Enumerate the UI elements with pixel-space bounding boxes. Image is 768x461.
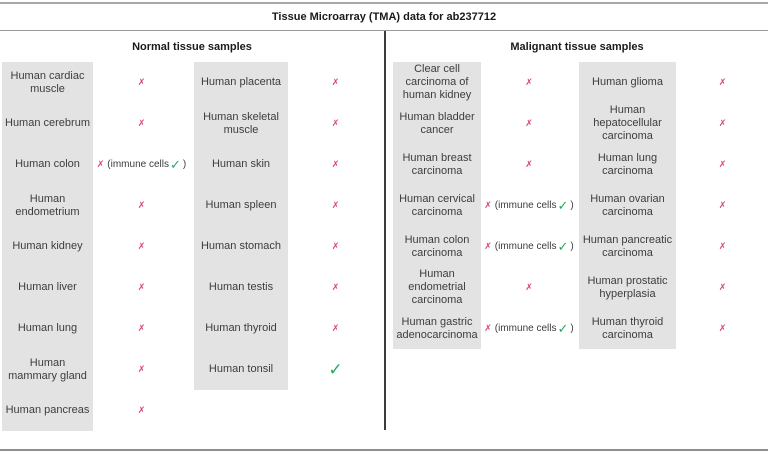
cross-icon: ✗ <box>484 200 492 210</box>
tissue-column-pair <box>2 62 190 431</box>
cross-icon: ✗ <box>137 118 146 128</box>
cross-icon: ✗ <box>525 118 533 128</box>
tissue-label: Human breast carcinoma <box>393 144 481 185</box>
immune-note-text: (immune cells <box>107 159 169 170</box>
tissue-status <box>481 308 577 349</box>
tissue-label: Human placenta <box>194 62 288 103</box>
tissue-label: Human spleen <box>194 185 288 226</box>
section-header-normal: Normal tissue samples <box>132 40 252 53</box>
immune-note-close: ) <box>182 159 187 170</box>
tissue-status <box>288 226 383 267</box>
tissue-status <box>93 144 190 185</box>
tissue-status-column <box>481 62 577 349</box>
tissue-status <box>481 62 577 103</box>
section-header-malignant: Malignant tissue samples <box>510 40 644 53</box>
tissue-label: Human kidney <box>2 226 93 267</box>
tissue-label: Human stomach <box>194 226 288 267</box>
tissue-label: Human thyroid <box>194 308 288 349</box>
tissue-status <box>288 103 383 144</box>
tissue-label: Human colon <box>2 144 93 185</box>
tissue-label: Human endometrial carcinoma <box>393 267 481 308</box>
check-icon: ✓ <box>557 320 569 336</box>
tissue-label: Human prostatic hyperplasia <box>579 267 676 308</box>
tissue-status <box>676 144 768 185</box>
immune-cells-note <box>97 157 186 173</box>
cross-icon: ✗ <box>718 282 727 292</box>
tissue-label: Human cervical carcinoma <box>393 185 481 226</box>
tissue-column-pair <box>393 62 577 349</box>
tissue-column-pair <box>579 62 768 349</box>
cross-icon: ✗ <box>718 77 727 87</box>
table-body <box>0 31 768 431</box>
tissue-status <box>93 349 190 390</box>
cross-icon: ✗ <box>331 200 340 210</box>
page-title: Tissue Microarray (TMA) data for ab237712 <box>0 4 768 31</box>
cross-icon: ✗ <box>718 118 727 128</box>
tissue-status <box>481 267 577 308</box>
cross-icon: ✗ <box>137 200 146 210</box>
cross-icon: ✗ <box>718 200 727 210</box>
tissue-status <box>288 308 383 349</box>
tissue-label: Human cerebrum <box>2 103 93 144</box>
tissue-label: Human liver <box>2 267 93 308</box>
cross-icon: ✗ <box>331 159 340 169</box>
tissue-column-pair <box>194 62 383 431</box>
cross-icon: ✗ <box>718 323 727 333</box>
tissue-label-column <box>579 62 676 349</box>
cross-icon: ✗ <box>137 405 146 415</box>
tissue-label: Human tonsil <box>194 349 288 390</box>
tissue-label: Human mammary gland <box>2 349 93 390</box>
cross-icon: ✗ <box>137 282 146 292</box>
tissue-status-column <box>288 62 383 431</box>
tissue-status <box>93 226 190 267</box>
tissue-status <box>481 226 577 267</box>
tissue-status <box>676 308 768 349</box>
cross-icon: ✗ <box>331 282 340 292</box>
normal-columns <box>0 62 384 431</box>
immune-note-text: (immune cells <box>494 241 557 252</box>
tissue-status <box>676 62 768 103</box>
cross-icon: ✗ <box>525 77 533 87</box>
tissue-status <box>481 144 577 185</box>
cross-icon: ✗ <box>137 323 146 333</box>
tissue-label: Human testis <box>194 267 288 308</box>
bottom-divider-line <box>0 449 768 451</box>
tissue-status <box>93 103 190 144</box>
tissue-label: Human ovarian carcinoma <box>579 185 676 226</box>
cross-icon: ✗ <box>525 159 533 169</box>
tissue-status <box>288 185 383 226</box>
tissue-label: Human pancreatic carcinoma <box>579 226 676 267</box>
cross-icon: ✗ <box>137 241 146 251</box>
tissue-status-column <box>93 62 190 431</box>
tissue-label: Human cardiac muscle <box>2 62 93 103</box>
check-icon: ✓ <box>169 156 181 172</box>
cross-icon: ✗ <box>331 241 340 251</box>
immune-note-close: ) <box>570 200 574 211</box>
immune-note-text: (immune cells <box>494 200 557 211</box>
tissue-status <box>288 144 383 185</box>
tissue-label-column <box>393 62 481 349</box>
cross-icon: ✗ <box>137 77 146 87</box>
tissue-status <box>288 349 383 390</box>
check-icon: ✓ <box>557 238 569 254</box>
immune-note-text: (immune cells <box>494 323 557 334</box>
cross-icon: ✗ <box>718 159 727 169</box>
tissue-status <box>93 62 190 103</box>
immune-cells-note <box>484 198 573 214</box>
cross-icon: ✗ <box>484 323 492 333</box>
malignant-columns <box>386 62 768 349</box>
check-icon: ✓ <box>328 359 343 379</box>
cross-icon: ✗ <box>525 282 533 292</box>
tissue-status <box>676 226 768 267</box>
tissue-label-column <box>2 62 93 431</box>
cross-icon: ✗ <box>331 323 340 333</box>
tissue-label: Human skin <box>194 144 288 185</box>
tissue-label: Human endometrium <box>2 185 93 226</box>
cross-icon: ✗ <box>137 364 146 374</box>
immune-cells-note <box>484 239 573 255</box>
tissue-label: Human pancreas <box>2 390 93 431</box>
tissue-status <box>676 185 768 226</box>
immune-note-close: ) <box>570 323 574 334</box>
section-normal <box>0 31 384 431</box>
tissue-label: Human glioma <box>579 62 676 103</box>
tissue-status-column <box>676 62 768 349</box>
tissue-status <box>481 103 577 144</box>
tissue-status <box>93 185 190 226</box>
tissue-status <box>93 390 190 431</box>
tissue-status <box>93 308 190 349</box>
tissue-label-column <box>194 62 288 431</box>
cross-icon: ✗ <box>718 241 727 251</box>
tissue-label: Human lung <box>2 308 93 349</box>
tissue-status <box>93 267 190 308</box>
tissue-label: Clear cell carcinoma of human kidney <box>393 62 481 103</box>
cross-icon: ✗ <box>96 159 105 169</box>
cross-icon: ✗ <box>331 118 340 128</box>
tissue-label: Human thyroid carcinoma <box>579 308 676 349</box>
tissue-label: Human gastric adenocarcinoma <box>393 308 481 349</box>
cross-icon: ✗ <box>484 241 492 251</box>
tissue-status <box>676 103 768 144</box>
tissue-status <box>288 62 383 103</box>
tissue-status <box>676 267 768 308</box>
section-malignant <box>386 31 768 431</box>
tissue-label: Human skeletal muscle <box>194 103 288 144</box>
tissue-status <box>481 185 577 226</box>
tissue-label: Human colon carcinoma <box>393 226 481 267</box>
tissue-label: Human lung carcinoma <box>579 144 676 185</box>
check-icon: ✓ <box>557 197 569 213</box>
tissue-label: Human hepatocellular carcinoma <box>579 103 676 144</box>
tissue-label: Human bladder cancer <box>393 103 481 144</box>
immune-cells-note <box>484 321 573 337</box>
cross-icon: ✗ <box>331 77 340 87</box>
immune-note-close: ) <box>570 241 574 252</box>
tissue-status <box>288 267 383 308</box>
